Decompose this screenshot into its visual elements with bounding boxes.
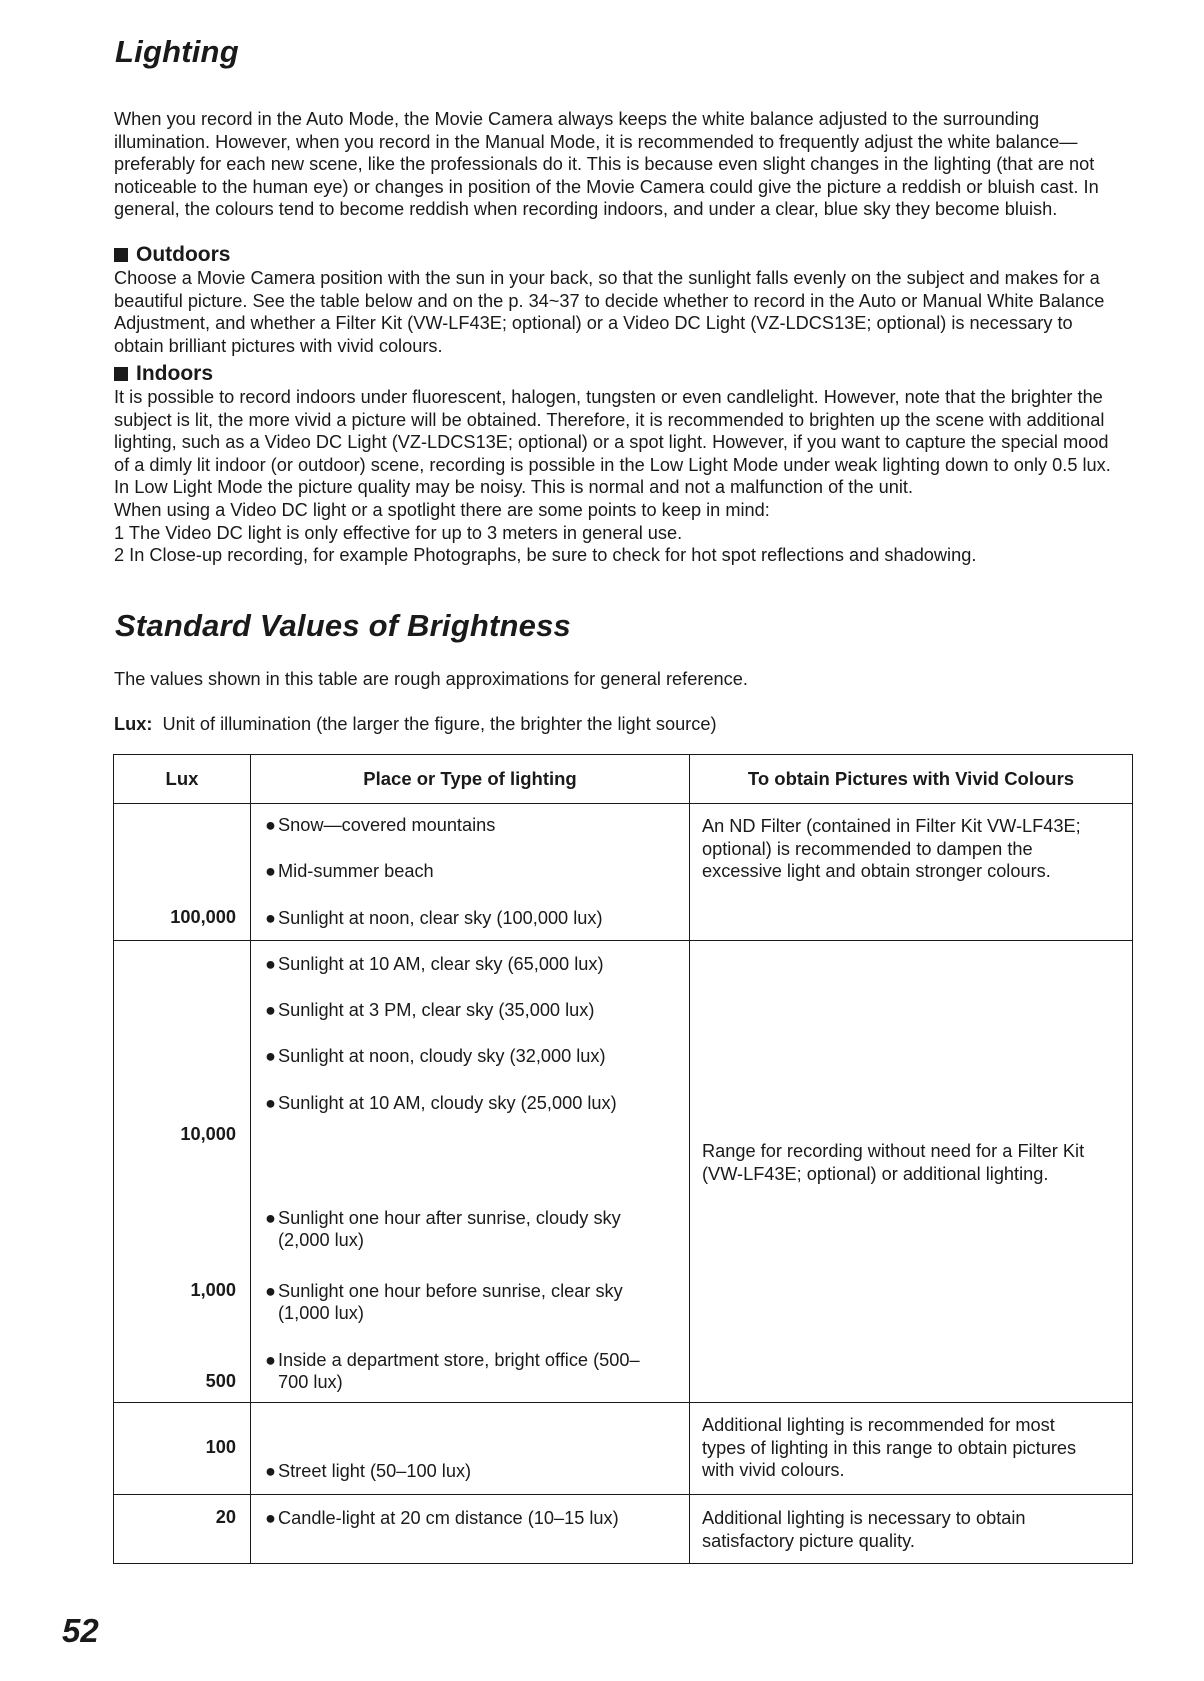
place-text: Mid-summer beach: [278, 861, 434, 881]
advice-text: Range for recording without need for a Filter Kit (VW-LF43E; optional) or additional lighting.: [702, 1141, 1085, 1184]
place-item: [265, 1507, 665, 1529]
place-text: Inside a department store, bright office (500–700 lux): [278, 1350, 640, 1392]
page-number: 52: [62, 1612, 99, 1649]
place-text: Sunlight one hour after sunrise, cloudy sky (2,000 lux): [278, 1208, 621, 1250]
indoors-heading-label: Indoors: [136, 362, 213, 385]
place-text: Sunlight at noon, cloudy sky (32,000 lux): [278, 1046, 606, 1066]
square-bullet-icon: [114, 248, 128, 262]
place-item: [265, 1280, 665, 1324]
place-item: [265, 907, 665, 929]
outdoors-section: [114, 243, 1124, 357]
place-text: Candle-light at 20 cm distance (10–15 lux): [278, 1508, 619, 1528]
place-cell: [251, 1403, 690, 1495]
advice-text: An ND Filter (contained in Filter Kit VW-LF43E; optional) is recommended to dampen the excessive light and obtain stronger colours.: [702, 816, 1081, 881]
place-text: Sunlight at 10 AM, cloudy sky (25,000 lux): [278, 1093, 617, 1113]
place-item: [265, 860, 665, 882]
lighting-intro: [114, 108, 1124, 221]
bullet-icon: ●: [265, 1461, 276, 1481]
place-item: [265, 814, 665, 836]
place-text: Sunlight at noon, clear sky (100,000 lux): [278, 908, 603, 928]
lux-cell: [114, 1495, 251, 1564]
lux-label: Lux:: [114, 714, 153, 734]
place-cell: [251, 941, 690, 1403]
lux-value: 500: [205, 1371, 236, 1391]
point-2: 2 In Close-up recording, for example Photographs, be sure to check for hot spot reflections and shadowing.: [114, 545, 977, 566]
bullet-icon: ●: [265, 1000, 276, 1020]
low-light-note: In Low Light Mode the picture quality may be noisy. This is normal and not a malfunction of the unit.: [114, 477, 914, 498]
lux-cell: [114, 804, 251, 941]
bullet-icon: ●: [265, 1508, 276, 1528]
bullet-icon: ●: [265, 1350, 276, 1370]
place-cell: [251, 1495, 690, 1564]
table-row: [114, 941, 1133, 1403]
table-row: [114, 804, 1133, 941]
place-item: [265, 1349, 665, 1393]
place-text: Sunlight at 10 AM, clear sky (65,000 lux): [278, 954, 604, 974]
place-item: [265, 1092, 665, 1114]
indoors-text: It is possible to record indoors under fluorescent, halogen, tungsten or even candlelight. However, note that the brighter the subject is lit, the more vivid a picture will be obtained. Therefore, it is recommended to brighten up the scene with additional lighting, such as a Video DC Light (VZ-LDCS13E; optional) or a spot light. However, if you want to capture the special mood of a dimly lit indoor (or outdoor) scene, recording is possible in the Low Light Mode under weak lighting down to only 0.5 lux.: [114, 387, 1111, 475]
header-lux: Lux: [114, 755, 251, 804]
advice-cell: [690, 941, 1133, 1403]
brightness-title: Standard Values of Brightness: [115, 608, 571, 643]
lux-cell: [114, 1403, 251, 1495]
bullet-icon: ●: [265, 954, 276, 974]
bullet-icon: ●: [265, 1281, 276, 1301]
place-item: [265, 1460, 665, 1482]
lighting-title: Lighting: [115, 34, 239, 69]
bullet-icon: ●: [265, 815, 276, 835]
lux-definition-line: [114, 713, 1124, 735]
table-row: [114, 1495, 1133, 1564]
outdoors-heading-label: Outdoors: [136, 243, 231, 266]
place-item: [265, 953, 665, 975]
brightness-table: [113, 754, 1133, 1564]
point-1: 1 The Video DC light is only effective for up to 3 meters in general use.: [114, 522, 683, 543]
header-advice: To obtain Pictures with Vivid Colours: [690, 755, 1133, 804]
advice-cell: [690, 1403, 1133, 1495]
lux-definition: Unit of illumination (the larger the figure, the brighter the light source): [162, 714, 717, 734]
bullet-icon: ●: [265, 861, 276, 881]
lux-value: 100,000: [170, 907, 236, 927]
place-text: Sunlight one hour before sunrise, clear sky (1,000 lux): [278, 1281, 623, 1323]
place-item: [265, 1207, 665, 1251]
indoors-heading: [114, 362, 1124, 386]
advice-text: Additional lighting is necessary to obtain satisfactory picture quality.: [702, 1508, 1026, 1551]
lux-value: 10,000: [180, 1124, 236, 1144]
place-text: Snow—covered mountains: [278, 815, 496, 835]
bullet-icon: ●: [265, 908, 276, 928]
advice-cell: [690, 1495, 1133, 1564]
lux-value: 20: [215, 1507, 236, 1527]
place-item: [265, 999, 665, 1021]
bullet-icon: ●: [265, 1046, 276, 1066]
lux-value: 100: [205, 1437, 236, 1457]
advice-text: Additional lighting is recommended for most types of lighting in this range to obtain pictures with vivid colours.: [702, 1415, 1077, 1480]
brightness-note: The values shown in this table are rough approximations for general reference.: [114, 669, 748, 689]
place-item: [265, 1045, 665, 1067]
place-text: Street light (50–100 lux): [278, 1461, 472, 1481]
header-place: Place or Type of lighting: [251, 755, 690, 804]
lux-cell: [114, 941, 251, 1403]
bullet-icon: ●: [265, 1208, 276, 1228]
place-cell: [251, 804, 690, 941]
indoors-section: [114, 362, 1124, 567]
square-bullet-icon: [114, 367, 128, 381]
outdoors-heading: [114, 243, 1124, 267]
bullet-icon: ●: [265, 1093, 276, 1113]
outdoors-text: Choose a Movie Camera position with the sun in your back, so that the sunlight falls evenly on the subject and makes for a beautiful picture. See the table below and on the p. 34~37 to decide whether to record in the Auto or Manual White Balance Adjustment, and whether a Filter Kit (VW-LF43E; optional) or a Video DC Light (VZ-LDCS13E; optional) is necessary to obtain brilliant pictures with vivid colours.: [114, 268, 1105, 356]
table-row: [114, 1403, 1133, 1495]
spotlight-note: When using a Video DC light or a spotlight there are some points to keep in mind:: [114, 499, 770, 520]
advice-cell: [690, 804, 1133, 941]
lux-value: 1,000: [190, 1280, 236, 1300]
intro-text: When you record in the Auto Mode, the Movie Camera always keeps the white balance adjusted to the surrounding illumination. However, when you record in the Manual Mode, it is recommended to frequently adjust the white balance—preferably for each new scene, like the professionals do it. This is because even slight changes in the lighting (that are not noticeable to the human eye) or changes in position of the Movie Camera could give the picture a reddish or bluish cast. In general, the colours tend to become reddish when recording indoors, and under a clear, blue sky they become bluish.: [114, 109, 1099, 220]
table-header-row: [114, 755, 1133, 804]
place-text: Sunlight at 3 PM, clear sky (35,000 lux): [278, 1000, 595, 1020]
